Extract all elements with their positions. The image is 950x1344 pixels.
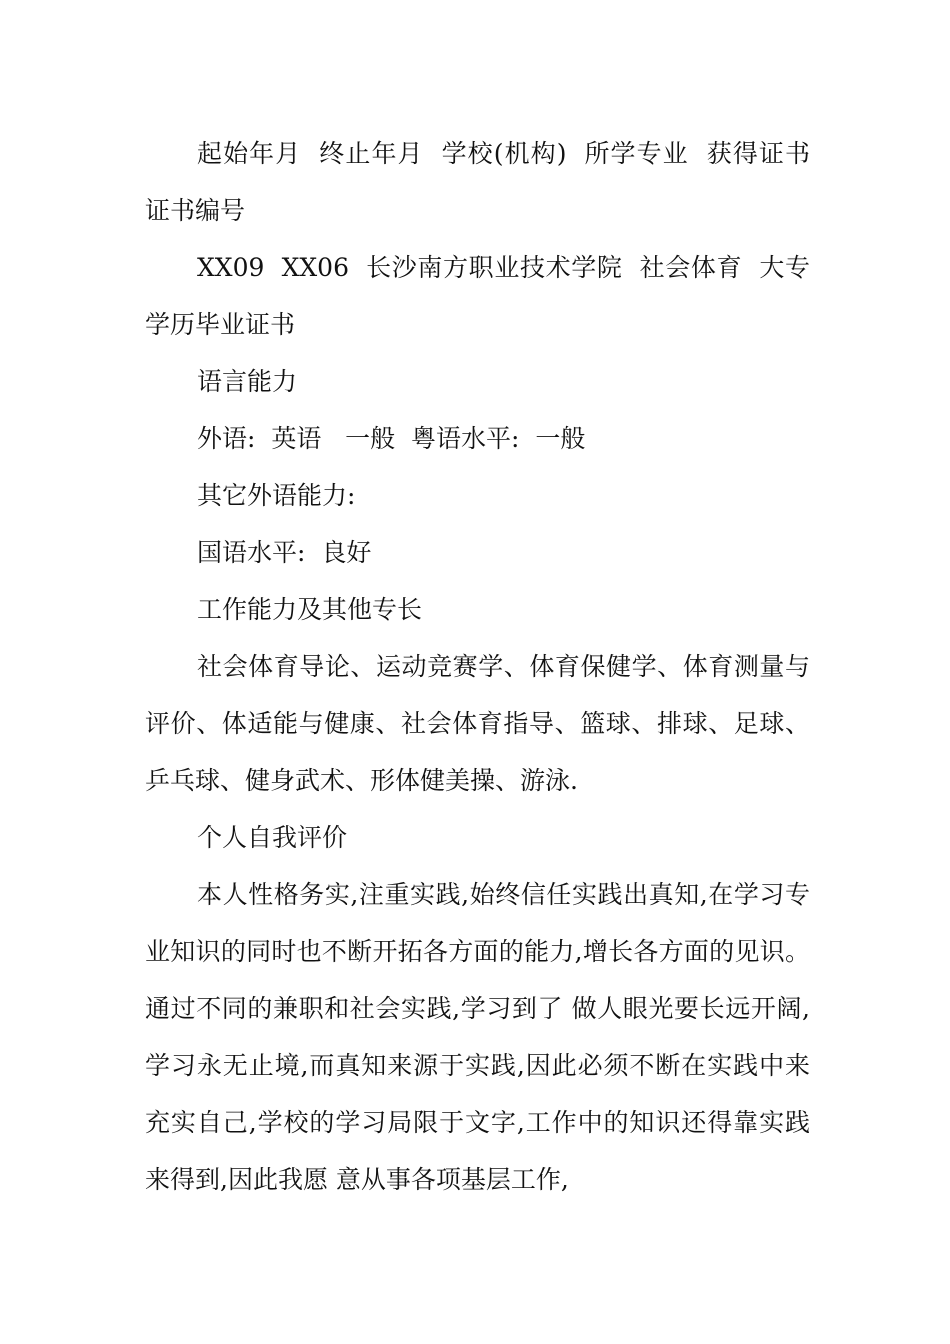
education-header-row: 起始年月 终止年月 学校(机构) 所学专业 获得证书 证书编号 [145,139,818,225]
education-entry-row: XX09 XX06 长沙南方职业技术学院 社会体育 大专学历毕业证书 [145,253,810,339]
document-body [145,125,818,1208]
mandarin-level-line: 国语水平: 良好 [197,538,372,567]
other-language-line: 其它外语能力: [197,481,356,510]
section-heading-language: 语言能力 [197,367,298,396]
section-heading-self-evaluation: 个人自我评价 [197,823,348,852]
foreign-language-line: 外语: 英语 一般 粤语水平: 一般 [197,424,586,453]
skills-paragraph: 社会体育导论、运动竞赛学、体育保健学、体育测量与评价、体适能与健康、社会体育指导、篮球、排球、足球、乒乓球、健身武术、形体健美操、游泳. [145,652,810,795]
section-heading-skills: 工作能力及其他专长 [197,595,423,624]
self-evaluation-paragraph: 本人性格务实,注重实践,始终信任实践出真知,在学习专业知识的同时也不断开拓各方面的能力,增长各方面的见识。通过不同的兼职和社会实践,学习到了 做人眼光要长远开阔,学习永无止境,而真知来源于实践,因此必须不断在实践中来充实自己,学校的学习局限于文字,工作中的知识还得靠实践来得到,因此我愿 意从事各项基层工作, [145,880,810,1194]
